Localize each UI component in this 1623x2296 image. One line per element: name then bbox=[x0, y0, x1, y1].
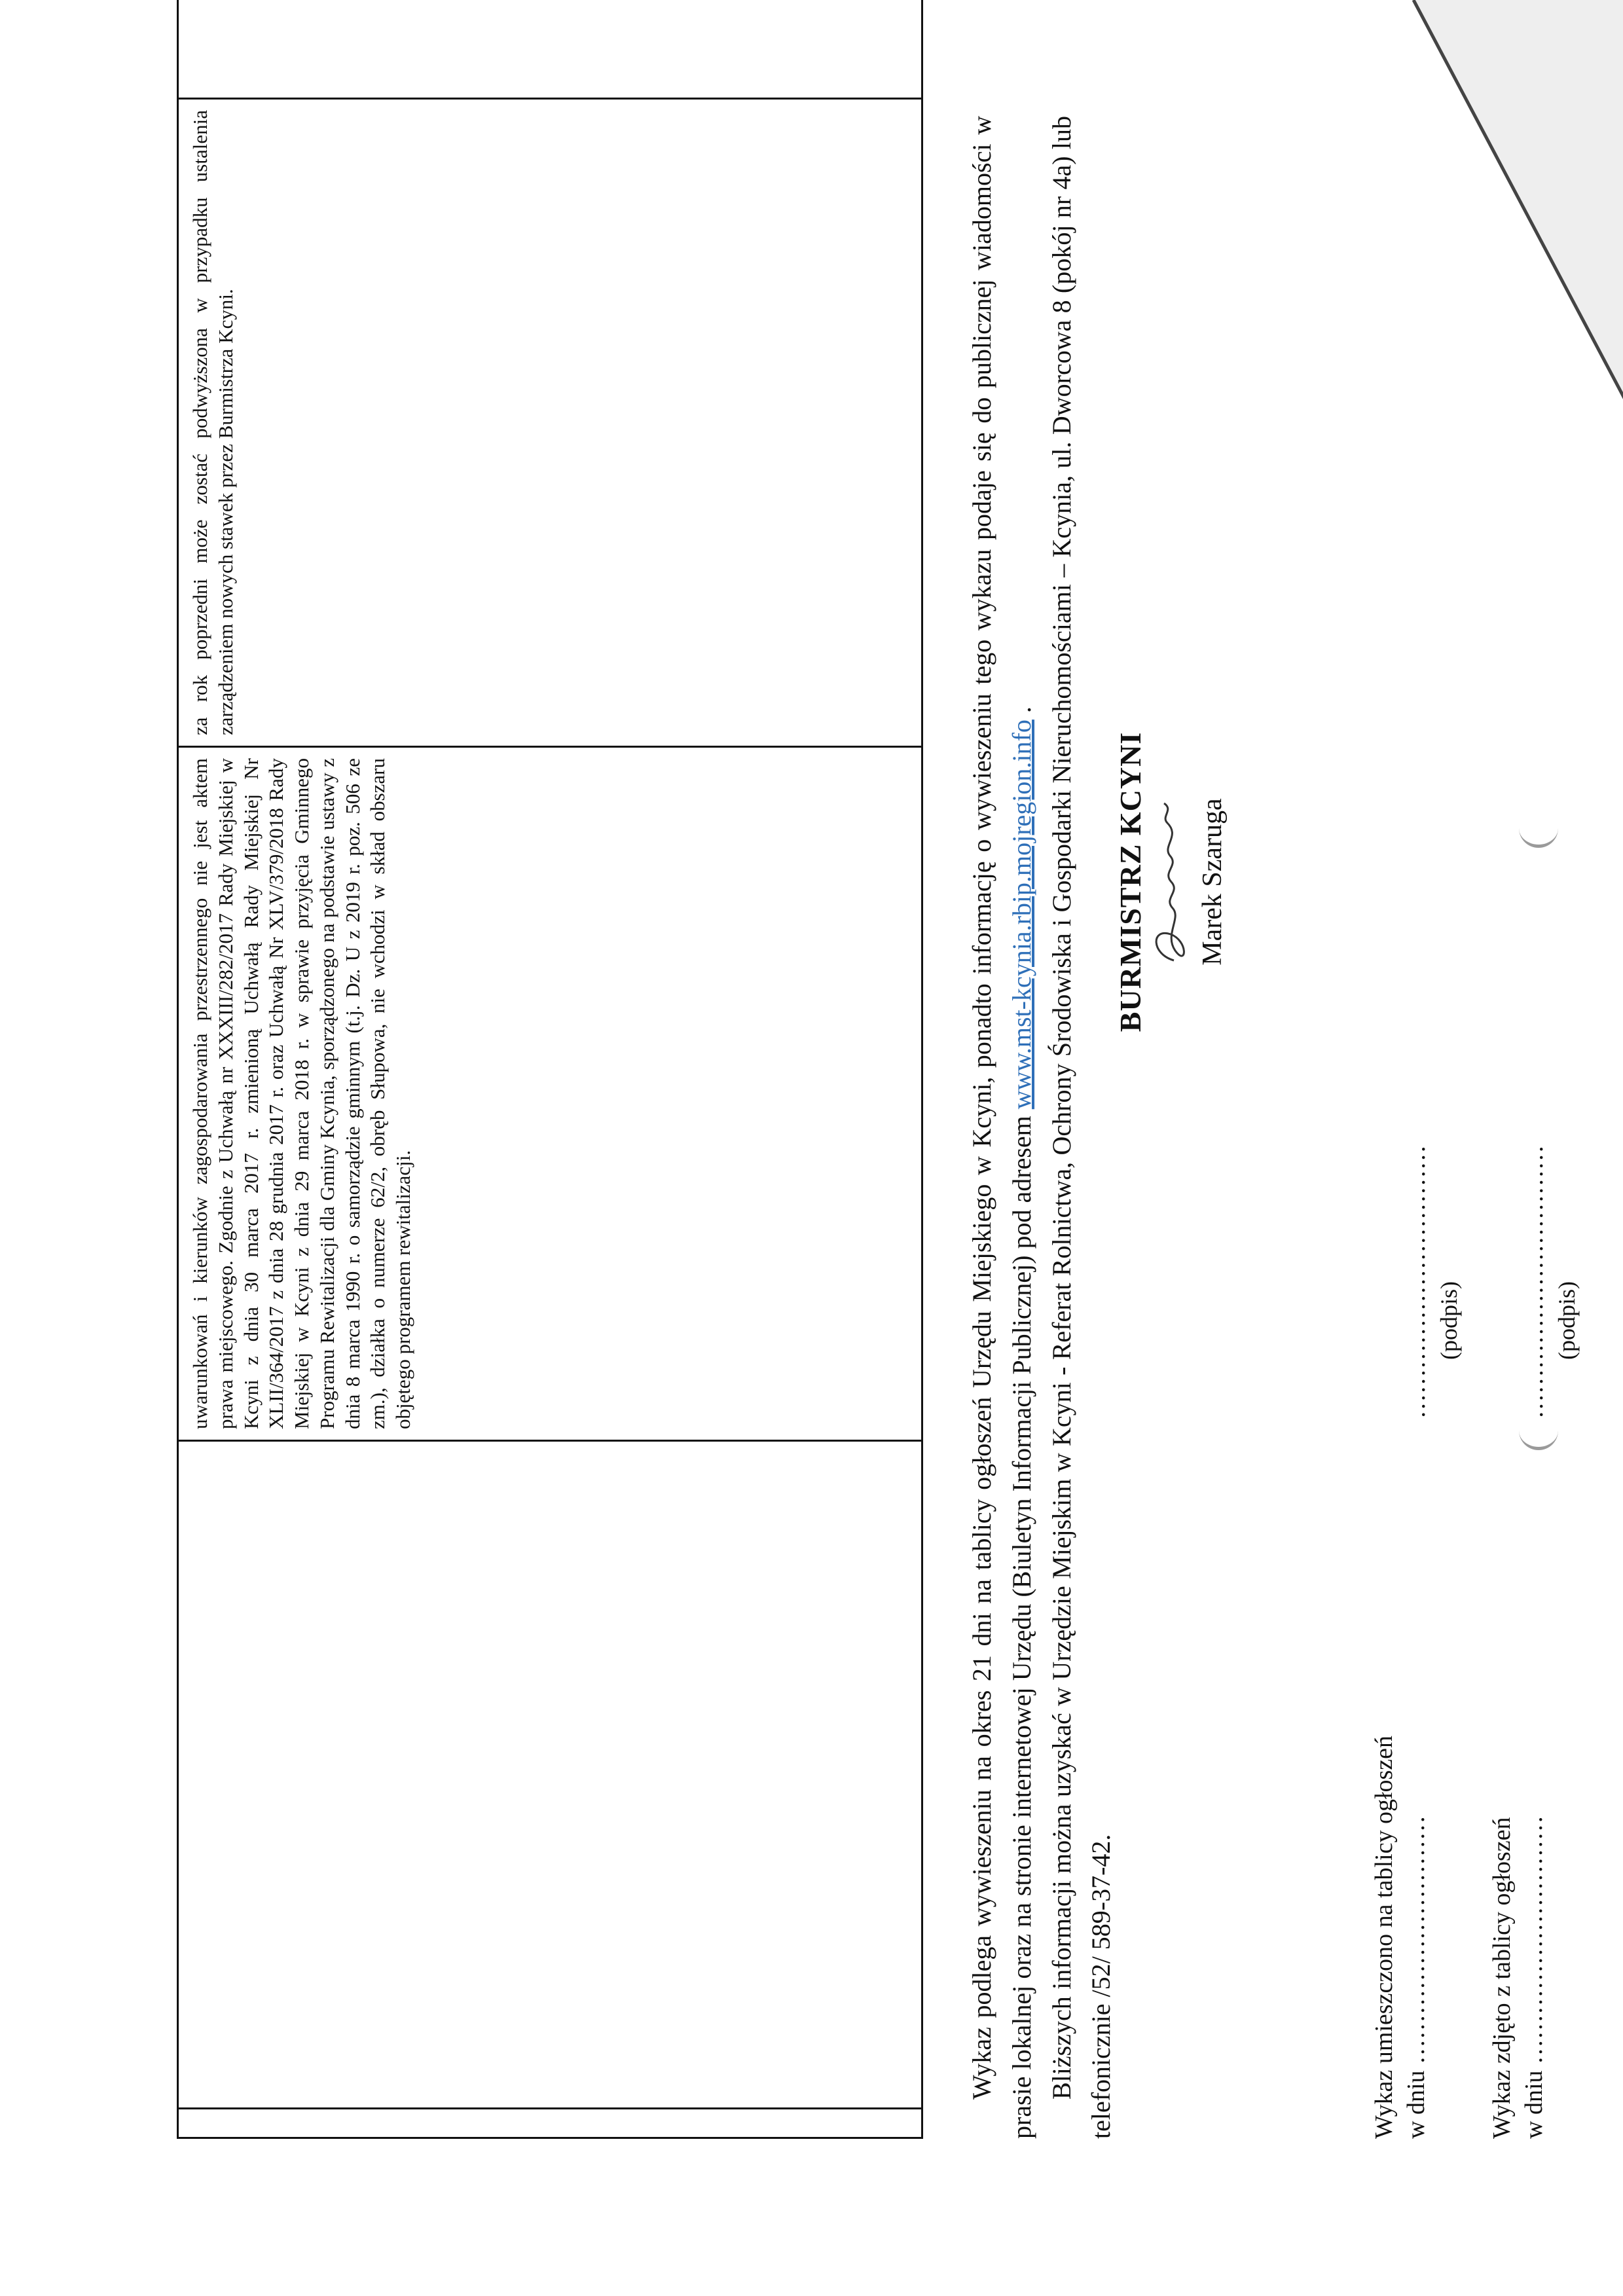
removed-record bbox=[1486, 1091, 1580, 2139]
removed-date-line: w dniu ………………………… bbox=[1520, 1815, 1548, 2139]
notice-text: Wykaz podlega wywieszeniu na okres 21 dni na tablicy ogłoszeń Urzędu Miejskiego w Kcyni, ponadto informację o wywieszeniu tego wykazu podaje się do publicznej wiadomości w prasie lokalnej oraz na stronie internetowej Urzędu (Biuletyn Informacji Publicznej) pod adresem bbox=[967, 116, 1036, 2139]
table-cell-empty bbox=[178, 0, 922, 99]
posted-label: Wykaz umieszczono na tablicy ogłoszeń bbox=[1370, 1735, 1398, 2139]
property-table bbox=[177, 0, 923, 2139]
posted-signature-caption: (podpis) bbox=[1436, 1281, 1462, 1360]
signature-title: BURMISTRZ KCYNI bbox=[1114, 731, 1147, 1032]
posted-signature-dots: …………………………… bbox=[1403, 1145, 1431, 1419]
removed-signature-caption: (podpis) bbox=[1554, 1281, 1580, 1360]
table-cell-empty bbox=[178, 1441, 922, 2109]
removed-signature-dots: …………………………… bbox=[1521, 1145, 1548, 1419]
signature-block bbox=[1113, 640, 1228, 1124]
table-cell-planning-text: uwarunkowań i kierunków zagospodarowania przestrzennego nie jest aktem prawa miejscowego. Zgodnie z Uchwałą nr XXXIII/282/2017 Rady Miejskiej w Kcyni z dnia 30 marca 2017 r. zmienioną Uchwałą Rady Miejskiej Nr XLII/364/2017 z dnia 28 grudnia 2017 r. oraz Uchwałą Nr XLV/379/2018 Rady Miejskiej w Kcyni z dnia 29 marca 2018 r. w sprawie przyjęcia Gminnego Programu Rewitalizacji dla Gminy Kcynia, sporządzonego na podstawie ustawy z dnia 8 marca 1990 r. o samorządzie gminnym (t.j. Dz. U z 2019 r. poz. 506 ze zm.), działka o numerze 62/2, obręb Słupowa, nie wchodzi w skład obszaru objętego programem rewitalizacji. bbox=[178, 747, 922, 1441]
contact-paragraph: Bliższych informacji można uzyskać w Urzędzie Miejskim w Kcyni - Referat Rolnictwa, Ochrony Środowiska i Gospodarki Nieruchomościami – Kcynia, ul. Dworcowa 8 (pokój nr 4a) lub telefonicznie /52/ 589-37-42. bbox=[1046, 116, 1116, 2139]
notice-paragraph bbox=[962, 116, 1042, 2139]
table-cell-empty bbox=[178, 2109, 922, 2138]
posted-date-line: w dniu ………………………… bbox=[1402, 1815, 1431, 2139]
signature-name: Marek Szaruga bbox=[1197, 798, 1228, 966]
posted-record bbox=[1368, 1091, 1462, 2139]
removed-label: Wykaz zdjęto z tablicy ogłoszeń bbox=[1488, 1817, 1516, 2139]
notice-text-end: . bbox=[1006, 706, 1036, 720]
handwritten-signature bbox=[1148, 784, 1194, 980]
notice-section bbox=[962, 116, 1122, 2139]
table-row bbox=[178, 0, 922, 2138]
table-cell-rent-text: za rok poprzedni może zostać podwyższona w przypadku ustalenia zarządzeniem nowych stawek przez Burmistrza Kcyni. bbox=[178, 99, 922, 747]
bip-link[interactable]: www.mst-kcynia.rbip.mojregion.info bbox=[1006, 720, 1036, 1110]
